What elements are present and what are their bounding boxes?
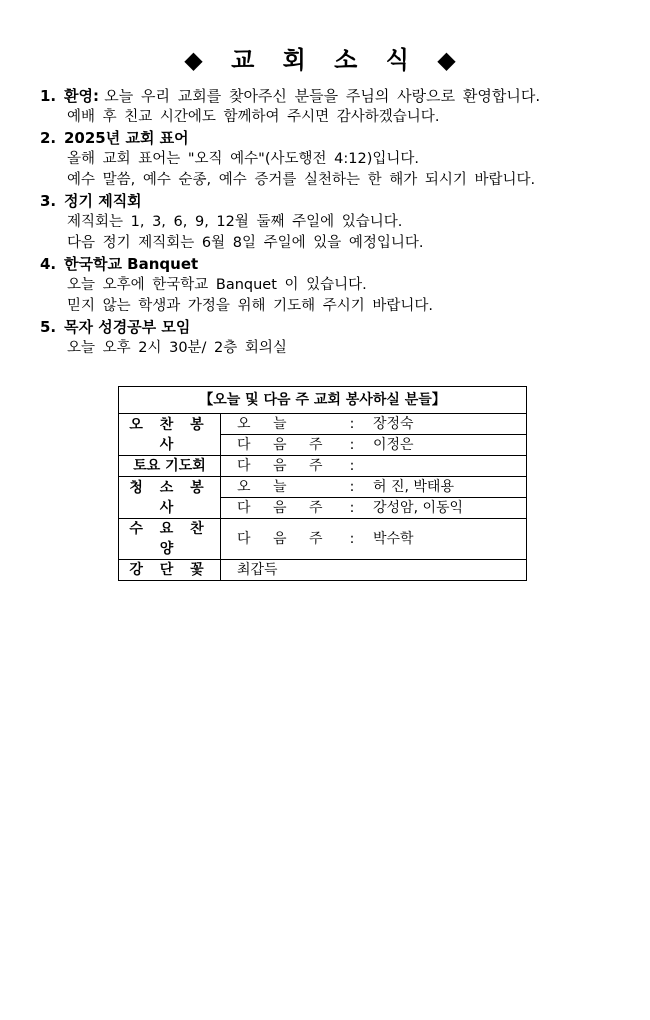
announcement-item-motto <box>40 128 640 191</box>
service-category: 강 단 꽃 <box>119 560 221 581</box>
item-line: 올해 교회 표어는 "오직 예수"(사도행전 4:12)입니다. <box>67 151 419 167</box>
item-number: 4. <box>40 255 57 273</box>
item-number: 2. <box>40 129 57 147</box>
service-person <box>367 456 527 477</box>
service-person: 박수학 <box>367 519 527 560</box>
table-row <box>119 519 527 560</box>
table-row <box>119 456 527 477</box>
item-heading: 한국학교 Banquet <box>64 255 199 273</box>
service-category: 오 찬 봉 사 <box>119 414 221 456</box>
service-colon: : <box>337 414 367 435</box>
announcement-item-bible-study <box>40 317 640 359</box>
service-colon: : <box>337 477 367 498</box>
item-heading: 목자 성경공부 모임 <box>64 318 191 336</box>
table-row <box>119 477 527 498</box>
item-heading: 2025년 교회 표어 <box>64 129 189 147</box>
service-colon: : <box>337 435 367 456</box>
service-when: 다 음 주 <box>221 498 338 519</box>
item-heading: 환영: <box>64 87 99 105</box>
service-person: 허 진, 박태용 <box>367 477 527 498</box>
service-colon: : <box>337 456 367 477</box>
item-line: 오늘 오후 2시 30분/ 2층 회의실 <box>67 340 287 356</box>
table-row <box>119 560 527 581</box>
service-table-header: 【오늘 및 다음 주 교회 봉사하실 분들】 <box>119 387 527 414</box>
announcement-item-council <box>40 191 640 254</box>
service-person: 강성암, 이동익 <box>367 498 527 519</box>
item-line: 믿지 않는 학생과 가정을 위해 기도해 주시기 바랍니다. <box>67 298 434 314</box>
service-person: 최갑득 <box>221 560 527 581</box>
service-category: 청 소 봉 사 <box>119 477 221 519</box>
announcement-list <box>40 86 640 359</box>
service-table <box>118 386 527 581</box>
item-line: 예수 말씀, 예수 순종, 예수 증거를 실천하는 한 해가 되시기 바랍니다. <box>67 172 536 188</box>
item-line: 오늘 오후에 한국학교 Banquet 이 있습니다. <box>67 277 367 293</box>
item-line: 예배 후 친교 시간에도 함께하여 주시면 감사하겠습니다. <box>67 109 440 125</box>
service-when: 다 음 주 <box>221 435 338 456</box>
item-number: 3. <box>40 192 57 210</box>
item-number: 1. <box>40 87 57 105</box>
service-person: 장정숙 <box>367 414 527 435</box>
table-row <box>119 414 527 435</box>
service-when: 다 음 주 <box>221 519 338 560</box>
announcement-item-banquet <box>40 254 640 317</box>
service-colon: : <box>337 519 367 560</box>
item-line: 제직회는 1, 3, 6, 9, 12월 둘째 주일에 있습니다. <box>67 214 403 230</box>
service-when: 오 늘 <box>221 414 338 435</box>
page-title: ◆ 교 회 소 식 ◆ <box>184 46 466 74</box>
service-when: 다 음 주 <box>221 456 338 477</box>
announcement-item-welcome <box>40 86 640 128</box>
service-person: 이정은 <box>367 435 527 456</box>
item-heading: 정기 제직회 <box>64 192 142 210</box>
service-category: 수 요 찬 양 <box>119 519 221 560</box>
item-line: 다음 정기 제직회는 6월 8일 주일에 있을 예정입니다. <box>67 235 424 251</box>
service-when: 오 늘 <box>221 477 338 498</box>
service-colon: : <box>337 498 367 519</box>
item-number: 5. <box>40 318 57 336</box>
item-inline-text: 오늘 우리 교회를 찾아주신 분들을 주님의 사랑으로 환영합니다. <box>104 87 541 105</box>
service-category: 토요 기도회 <box>119 456 221 477</box>
